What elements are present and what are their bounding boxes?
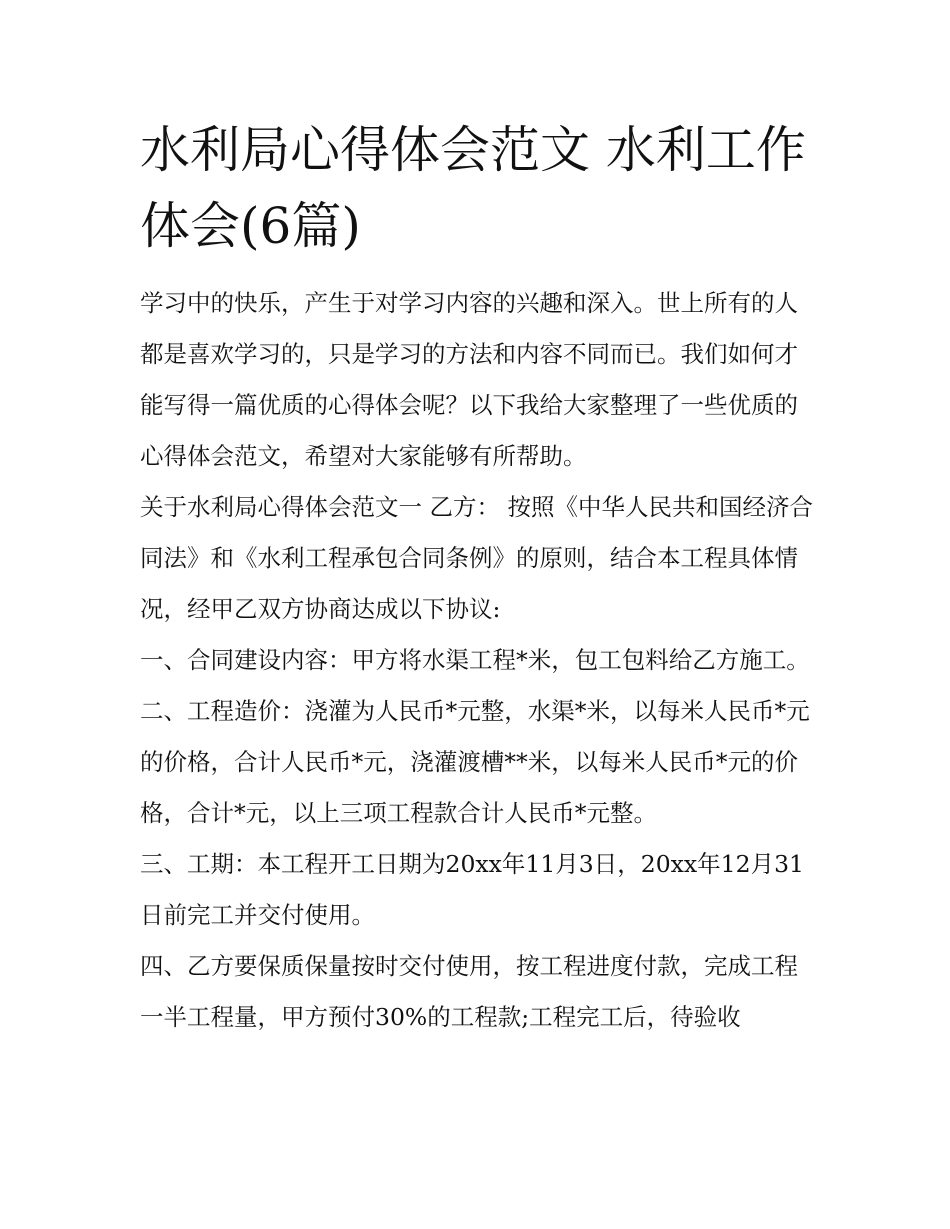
clause-two-paragraph: 二、工程造价：浇灌为人民币*元整，水渠*米，以每米人民币*元的价格，合计人民币*元，浇灌渡槽**米，以每米人民币*元的价格，合计*元，以上三项工程款合计人民币*元整。: [140, 697, 810, 827]
document-title: 水利局心得体会范文 水利工作体会(6篇): [140, 121, 806, 255]
clause-one-paragraph: 一、合同建设内容：甲方将水渠工程*米，包工包料给乙方施工。: [140, 646, 810, 674]
clause-three-paragraph: 三、工期：本工程开工日期为20xx年11月3日，20xx年12月31日前完工并交付使用。: [140, 850, 804, 929]
document-body: [140, 278, 820, 1043]
intro-paragraph: 学习中的快乐，产生于对学习内容的兴趣和深入。世上所有的人都是喜欢学习的，只是学习的方法和内容不同而已。我们如何才能写得一篇优质的心得体会呢？以下我给大家整理了一些优质的心得体会范文，希望对大家能够有所帮助。: [140, 289, 798, 470]
section-one-heading-paragraph: 关于水利局心得体会范文一 乙方： 按照《中华人民共和国经济合同法》和《水利工程承包合同条例》的原则，结合本工程具体情况，经甲乙双方协商达成以下协议:: [140, 493, 813, 623]
clause-four-paragraph: 四、乙方要保质保量按时交付使用，按工程进度付款，完成工程一半工程量，甲方预付30%的工程款;工程完工后，待验收: [140, 952, 798, 1031]
